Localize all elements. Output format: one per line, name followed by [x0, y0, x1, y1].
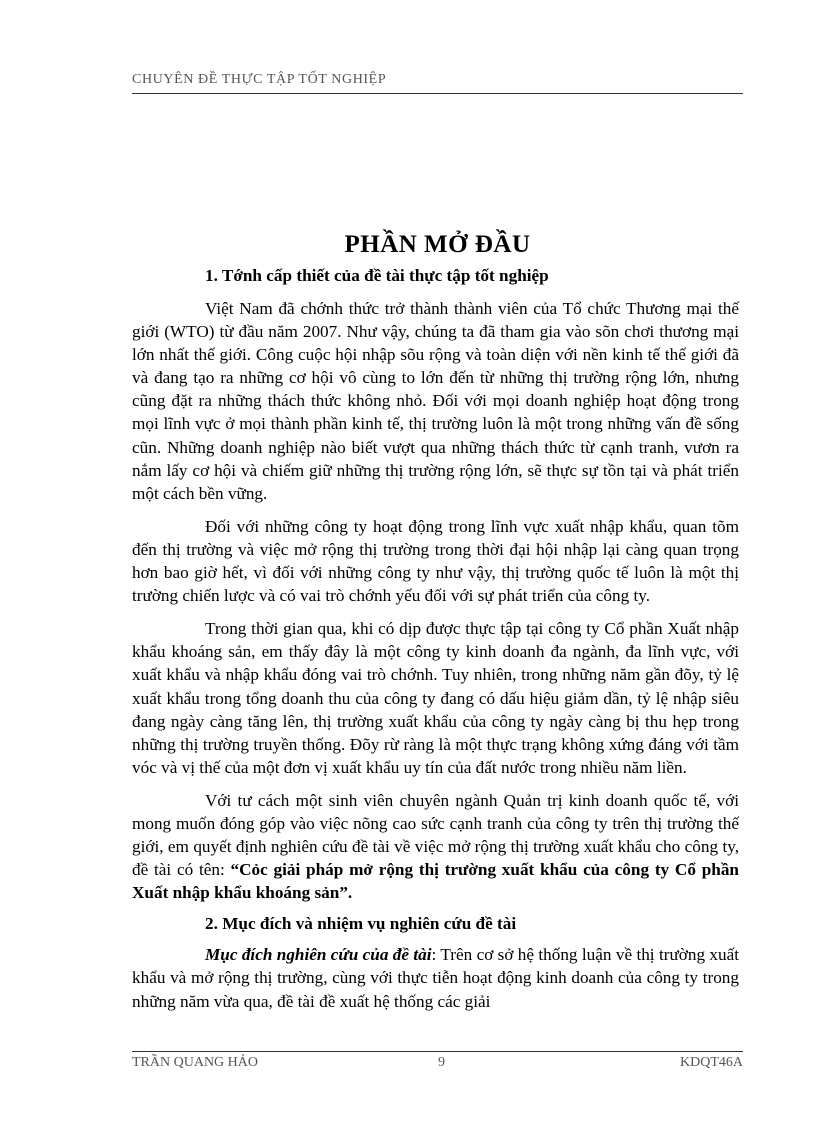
running-header: CHUYÊN ĐỀ THỰC TẬP TỐT NGHIỆP: [132, 72, 387, 87]
paragraph-4-text: Với tư cách một sinh viên chuyên ngành Quản trị kinh doanh quốc tế, với mong muốn đóng góp vào việc nõng cao sức cạnh tranh của công ty trên thị trường thế giới, em quyết định nghiên cứu đề tài về việc mở rộng thị trường xuất khẩu cho công ty, đề tài có tên:: [132, 790, 739, 880]
footer-class-code: KDQT46A: [680, 1055, 743, 1070]
page-title: PHẦN MỞ ĐẦU: [344, 230, 531, 258]
purpose-label: Mục đích nghiên cứu của đề tài: [205, 945, 432, 965]
paragraph-3: Trong thời gian qua, khi có dịp được thực tập tại công ty Cổ phần Xuất nhập khẩu khoáng sản, em thấy đây là một công ty kinh doanh đa ngành, đa lĩnh vực, với xuất khẩu và nhập khẩu đóng vai trò chớnh. Tuy nhiên, trong những năm gần đõy, tỷ lệ xuất khẩu trong tổng doanh thu của công ty đang có dấu hiệu giảm dần, tỷ lệ nhập siêu đang ngày càng tăng lên, thị trường xuất khẩu của công ty ngày càng bị thu hẹp trong những thị trường truyền thống. Đõy rừ ràng là một thực trạng không xứng đáng với tầm vóc và vị thế của một đơn vị xuất khẩu uy tín của đất nước trong nhiều năm liền.: [132, 619, 739, 777]
section-1-heading: 1. Tớnh cấp thiết của đề tài thực tập tốt nghiệp: [205, 266, 549, 285]
header-divider: [132, 93, 743, 94]
section-2-heading: 2. Mục đích và nhiệm vụ nghiên cứu đề tài: [205, 914, 517, 934]
paragraph-5: [132, 943, 739, 1012]
thesis-title-quote: “Cỏc giải pháp mở rộng thị trường xuất khẩu của công ty Cổ phần Xuất nhập khẩu khoáng sản”.: [132, 860, 739, 903]
footer-divider: [132, 1051, 743, 1052]
footer-author: TRẦN QUANG HẢO: [132, 1055, 258, 1070]
paragraph-5-text: : Trên cơ sở hệ thống luận về thị trường xuất khẩu và mở rộng thị trường, cùng với thực tiễn hoạt động kinh doanh của công ty trong những năm vừa qua, đề tài đề xuất hệ thống các giải: [132, 945, 739, 1011]
page-number: 9: [438, 1055, 445, 1070]
paragraph-2: Đối với những công ty hoạt động trong lĩnh vực xuất nhập khẩu, quan tõm đến thị trường và việc mở rộng thị trường trong thời đại hội nhập lại càng quan trọng hơn bao giờ hết, vì đối với những công ty như vậy, thị trường quốc tế luôn là một thị trường chiến lược và có vai trò chớnh yếu đối với sự phát triển của công ty.: [132, 516, 739, 606]
document-body: [132, 264, 739, 1013]
paragraph-4: [132, 789, 739, 904]
paragraph-1: Việt Nam đã chớnh thức trở thành thành viên của Tổ chức Thương mại thế giới (WTO) từ đầu năm 2007. Như vậy, chúng ta đã tham gia vào sõn chơi thương mại lớn nhất thế giới. Công cuộc hội nhập sõu rộng và toàn diện với nền kinh tế thế giới đã và đang tạo ra những cơ hội vô cùng to lớn đến từ những thị trường rộng lớn, nhưng cũng đặt ra những thách thức không nhỏ. Đối với mọi doanh nghiệp hoạt động trong mọi lĩnh vực ở mọi thành phần kinh tế, thị trường luôn là một trong những vấn đề sống cũn. Những doanh nghiệp nào biết vượt qua những thách thức từ cạnh tranh, vươn ra nắm lấy cơ hội và chiếm giữ những thị trường rộng lớn, sẽ thực sự tồn tại và phát triển một cách bền vững.: [132, 299, 739, 503]
